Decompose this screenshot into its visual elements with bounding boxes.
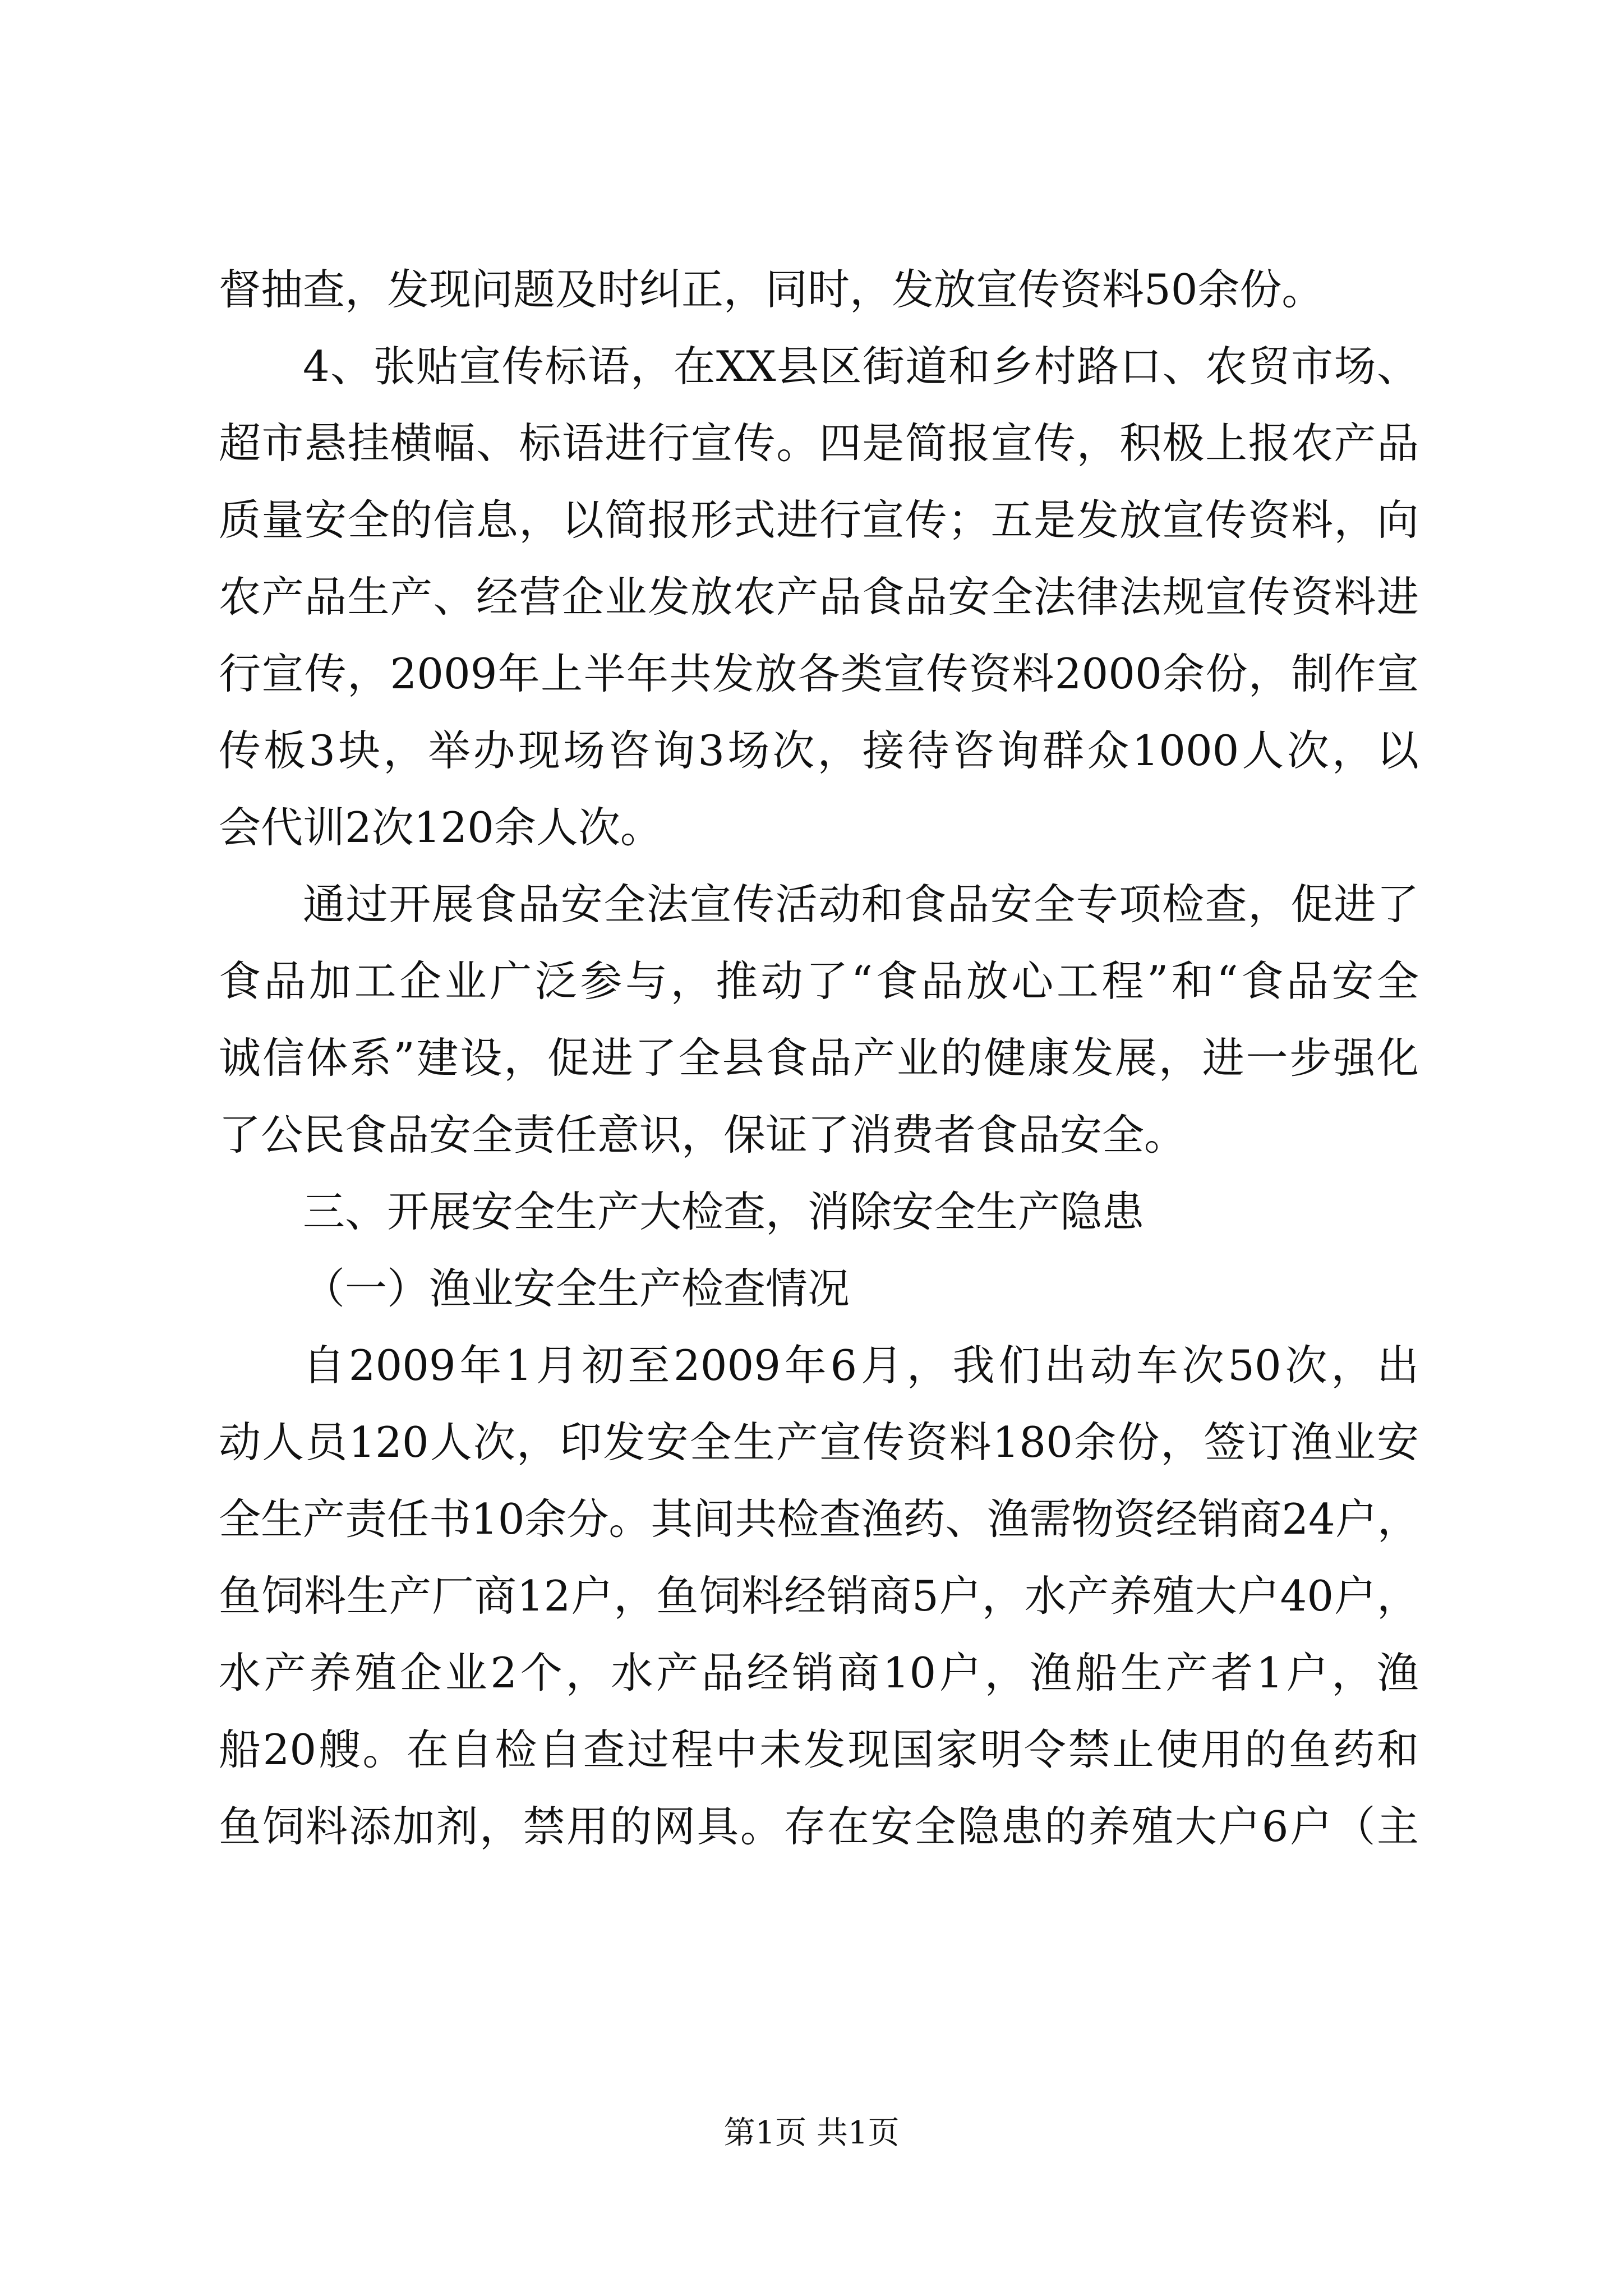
- text-line: 农产品生产、经营企业发放农产品食品安全法律法规宣传资料进: [219, 572, 1419, 622]
- text-line: 食品加工企业广泛参与，推动了“食品放心工程”和“食品安全: [219, 956, 1419, 1006]
- text-line: 动人员120人次，印发安全生产宣传资料180余份，签订渔业安: [219, 1418, 1419, 1467]
- text-line: 超市悬挂横幅、标语进行宣传。四是简报宣传，积极上报农产品: [219, 418, 1419, 468]
- text-line: 船20艘。在自检自查过程中未发现国家明令禁止使用的鱼药和: [219, 1725, 1419, 1774]
- text-line: 督抽查，发现问题及时纠正，同时，发放宣传资料50余份。: [219, 265, 1324, 314]
- section-heading: 三、开展安全生产大检查，消除安全生产隐患: [303, 1187, 1145, 1236]
- text-line: 鱼饲料添加剂，禁用的网具。存在安全隐患的养殖大户6户（主: [219, 1802, 1419, 1851]
- text-line: 了公民食品安全责任意识，保证了消费者食品安全。: [219, 1110, 1187, 1159]
- text-line: 鱼饲料生产厂商12户，鱼饲料经销商5户，水产养殖大户40户，: [219, 1571, 1419, 1621]
- text-line: 质量安全的信息，以简报形式进行宣传；五是发放宣传资料，向: [219, 495, 1419, 545]
- text-line: 通过开展食品安全法宣传活动和食品安全专项检查，促进了: [303, 880, 1419, 929]
- subsection-heading: （一）渔业安全生产检查情况: [303, 1264, 850, 1313]
- text-line: 会代训2次120余人次。: [219, 803, 662, 852]
- text-line: 水产养殖企业2个，水产品经销商10户，渔船生产者1户，渔: [219, 1648, 1419, 1697]
- document-body: [219, 251, 1419, 1865]
- page-footer: 第1页 共1页: [723, 2115, 900, 2151]
- text-line: 自2009年1月初至2009年6月，我们出动车次50次，出: [303, 1341, 1419, 1390]
- text-line: 行宣传，2009年上半年共发放各类宣传资料2000余份，制作宣: [219, 649, 1419, 698]
- text-line: 4、张贴宣传标语，在XX县区街道和乡村路口、农贸市场、: [303, 342, 1419, 391]
- text-line: 全生产责任书10余分。其间共检查渔药、渔需物资经销商24户，: [219, 1494, 1419, 1544]
- text-line: 传板3块，举办现场咨询3场次，接待咨询群众1000人次，以: [219, 726, 1419, 775]
- text-line: 诚信体系”建设，促进了全县食品产业的健康发展，进一步强化: [219, 1033, 1419, 1083]
